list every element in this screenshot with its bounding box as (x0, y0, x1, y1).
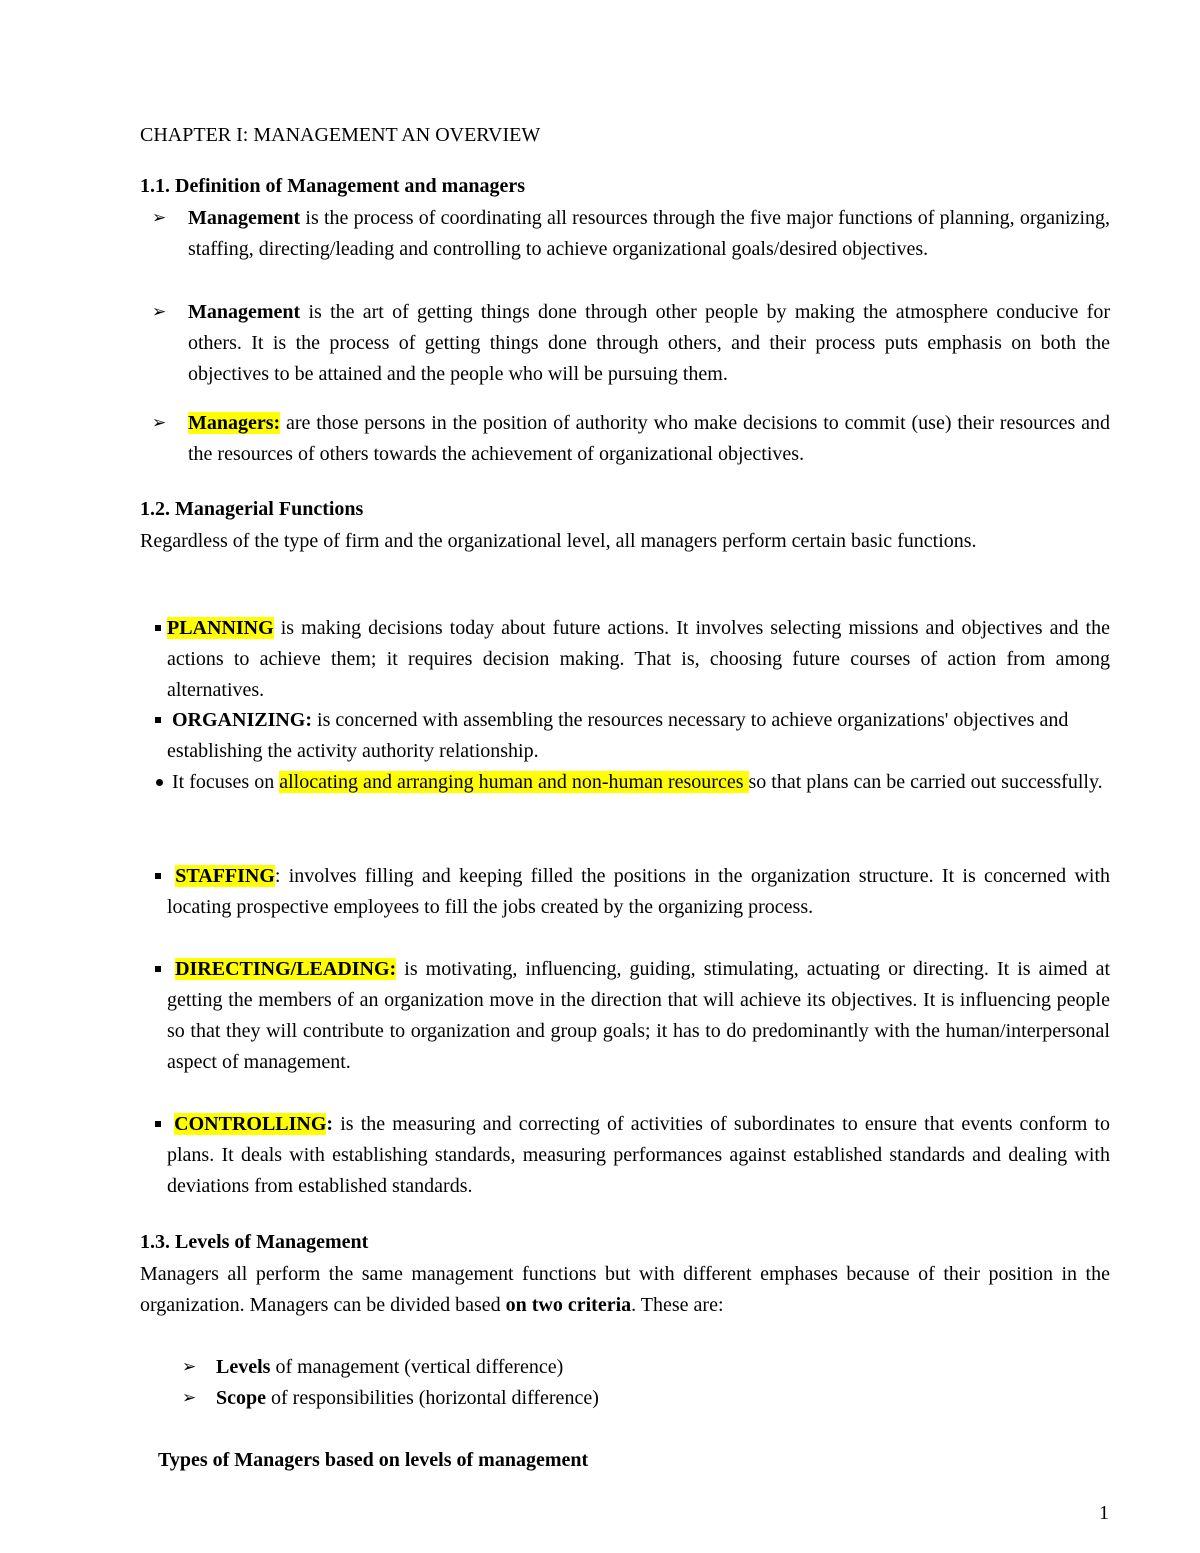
arrow-bullet-icon: ➢ (182, 1357, 197, 1377)
square-bullet-icon (155, 966, 161, 972)
function-staffing: STAFFING: involves filling and keeping filled the positions in the organization structure. It is concerned with locating prospective employees to fill the jobs created by the organizing process. (167, 865, 1110, 918)
round-bullet-icon (156, 779, 163, 786)
criteria-levels: Levels of management (vertical difference) (216, 1356, 564, 1378)
square-bullet-icon (155, 1121, 161, 1127)
section-heading-1-3: 1.3. Levels of Management (140, 1231, 369, 1253)
definition-management-2: Management is the art of getting things done through other people by making the atmosphere conducive for others. It is the process of getting things done through others, and their process puts emphasis on both the objectives to be attained and the people who will be pursuing them. (188, 301, 1110, 385)
chapter-title: CHAPTER I: MANAGEMENT AN OVERVIEW (140, 124, 541, 146)
definition-managers: Managers: are those persons in the position of authority who make decisions to commit (use) their resources and the resources of others towards the achievement of organizational objectives. (188, 412, 1110, 465)
arrow-bullet-icon: ➢ (152, 302, 167, 322)
functions-intro: Regardless of the type of firm and the organizational level, all managers perform certain basic functions. (140, 530, 977, 552)
criteria-scope: Scope of responsibilities (horizontal difference) (216, 1387, 599, 1409)
page-number: 1 (1099, 1502, 1109, 1524)
function-controlling: CONTROLLING: is the measuring and correcting of activities of subordinates to ensure that events conform to plans. It deals with establishing standards, measuring performances against established standards and dealing with deviations from established standards. (167, 1113, 1111, 1197)
organizing-focus: It focuses on allocating and arranging human and non-human resources so that plans can be carried out successfully. (172, 771, 1103, 793)
square-bullet-icon (155, 625, 161, 631)
levels-intro: Managers all perform the same management functions but with different emphases because of their position in the organization. Managers can be divided based on two criteria. These are: (140, 1263, 1110, 1316)
section-heading-1-1: 1.1. Definition of Management and managers (140, 175, 525, 197)
arrow-bullet-icon: ➢ (152, 208, 167, 228)
function-planning: PLANNING is making decisions today about future actions. It involves selecting missions and objectives and the actions to achieve them; it requires decision making. That is, choosing future courses of action from among alternatives. (167, 617, 1110, 701)
function-organizing: ORGANIZING: is concerned with assembling the resources necessary to achieve organizations' objectives and establishing the activity authority relationship. (167, 709, 1069, 762)
definition-management-1: Management is the process of coordinating all resources through the five major functions of planning, organizing, staffing, directing/leading and controlling to achieve organizational goals/desired objectives. (188, 207, 1110, 260)
function-directing: DIRECTING/LEADING: is motivating, influencing, guiding, stimulating, actuating or directing. It is aimed at getting the members of an organization move in the direction that will achieve its objectives. It is influencing people so that they will contribute to organization and group goals; it has to do predominantly with the human/interpersonal aspect of management. (167, 958, 1110, 1073)
arrow-bullet-icon: ➢ (182, 1388, 197, 1408)
square-bullet-icon (155, 873, 161, 879)
types-of-managers-heading: Types of Managers based on levels of management (158, 1449, 589, 1471)
square-bullet-icon (155, 717, 161, 723)
section-heading-1-2: 1.2. Managerial Functions (140, 498, 364, 520)
arrow-bullet-icon: ➢ (152, 413, 167, 433)
